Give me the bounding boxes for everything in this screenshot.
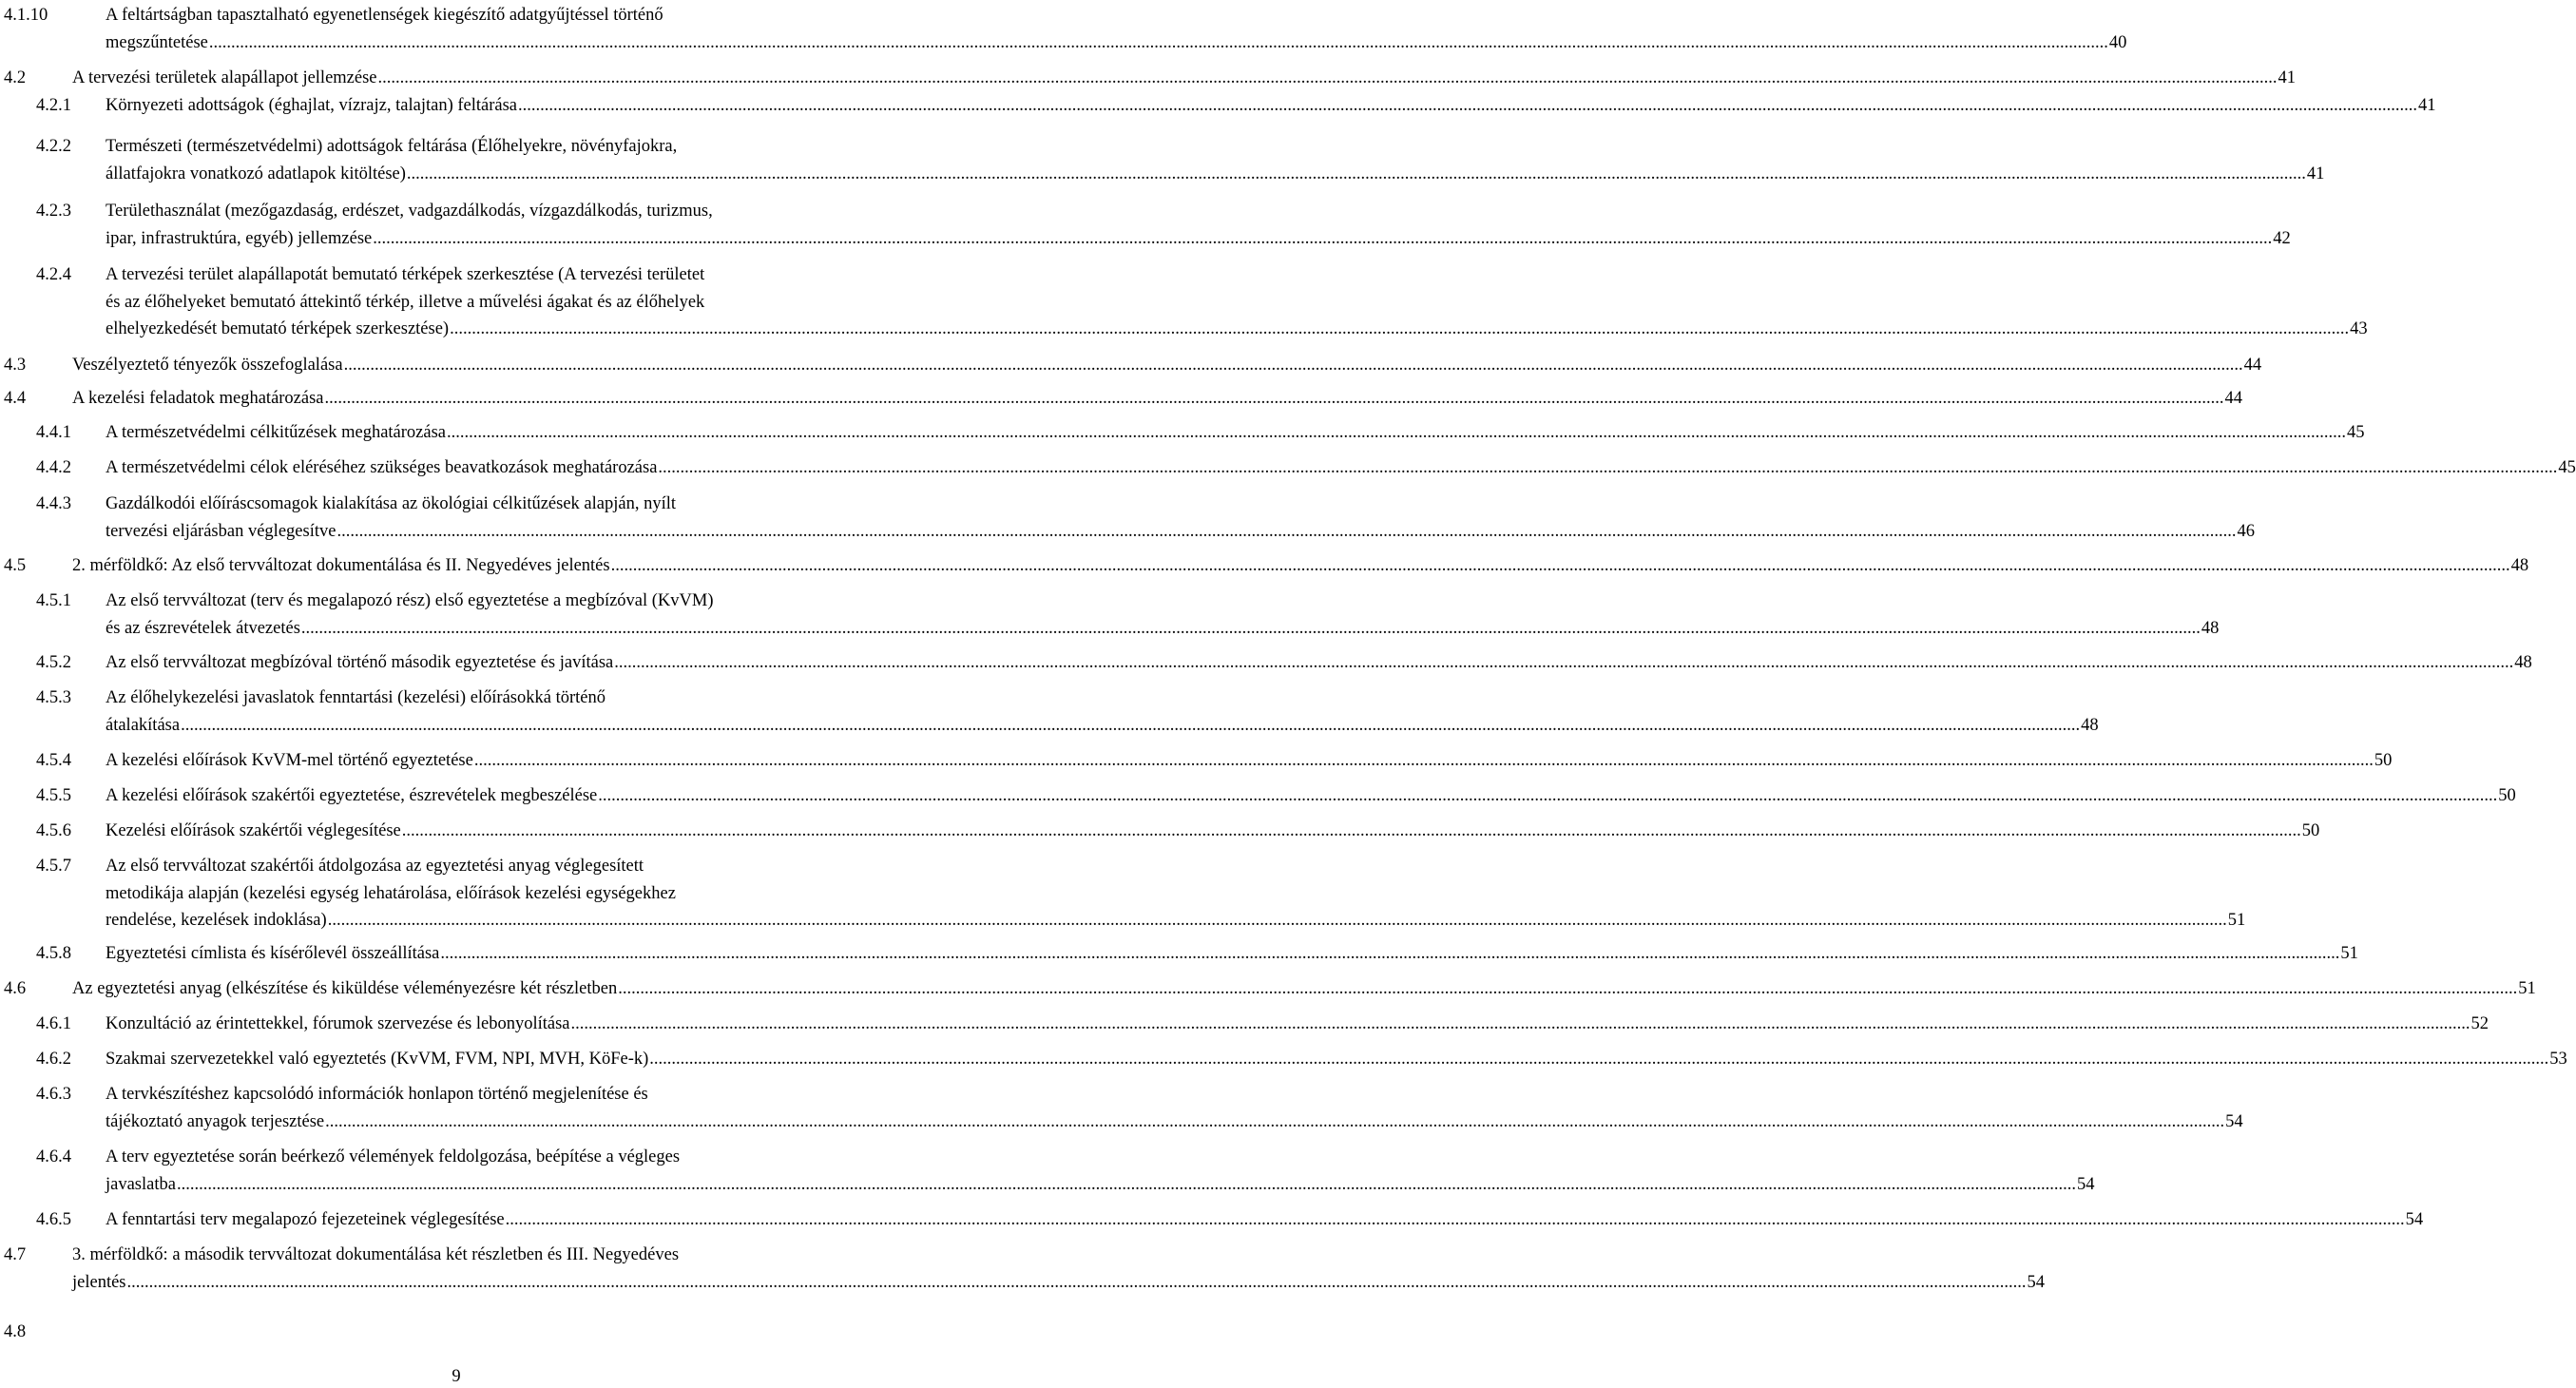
toc-entry-number: 4.4.2 xyxy=(36,458,71,477)
toc-entry-title-line: A kezelési feladatok meghatározása xyxy=(72,389,324,408)
toc-entry-number: 4.6 xyxy=(4,979,27,998)
toc-entry-title xyxy=(106,1081,2243,1135)
toc-entry-title-line: tervezési eljárásban véglegesítve xyxy=(106,521,336,541)
toc-entry-page: 45 xyxy=(2558,458,2576,477)
toc-entry-title-line: A tervkészítéshez kapcsolódó információk honlapon történő megjelenítése és xyxy=(106,1085,648,1104)
toc-entry-title-line: rendelése, kezelések indoklása) xyxy=(106,911,327,930)
toc-entry-title xyxy=(106,1206,2424,1234)
dot-leader xyxy=(598,782,2497,810)
toc-entry-title-line: metodikája alapján (kezelési egység lehatárolása, előírások kezelési egységekhez xyxy=(106,883,676,903)
dot-leader xyxy=(506,1206,2405,1234)
toc-entry-number: 4.5.8 xyxy=(36,944,71,963)
toc-entry-page: 48 xyxy=(2081,715,2099,735)
toc-entry-number: 4.6.1 xyxy=(36,1014,71,1033)
toc-entry-title-line: A fenntartási terv megalapozó fejezeteinek véglegesítése xyxy=(106,1210,505,1229)
toc-entry-title-line: Az élőhelykezelési javaslatok fenntartási (kezelési) előírásokká történő xyxy=(106,688,606,707)
dot-leader xyxy=(402,818,2301,845)
toc-entry-number: 4.8 xyxy=(4,1322,27,1341)
toc-entry-page: 48 xyxy=(2514,653,2532,672)
toc-entry-title xyxy=(106,419,2365,447)
toc-entry-title-line: tájékoztató anyagok terjesztése xyxy=(106,1111,325,1131)
toc-entry-title-line: 3. mérföldkő: a második tervváltozat dokumentálása két részletben és III. Negyedéves xyxy=(72,1245,680,1264)
toc-entry-page: 45 xyxy=(2347,423,2365,442)
toc-entry-title xyxy=(106,491,2255,545)
toc-entry-title xyxy=(72,385,2243,413)
toc-entry-title-line: Gazdálkodói előíráscsomagok kialakítása az ökológiai célkitűzések alapján, nyílt xyxy=(106,494,677,513)
toc-entry-title-line: átalakítása xyxy=(106,715,181,735)
toc-entry-title-line: A kezelési előírások KvVM-mel történő egyeztetése xyxy=(106,751,473,770)
toc-entry-title-line: Konzultáció az érintettekkel, fórumok szervezése és lebonyolítása xyxy=(106,1014,570,1033)
toc-entry-page: 44 xyxy=(2243,356,2262,375)
toc-entry-number: 4.2.2 xyxy=(36,137,71,156)
toc-entry-title xyxy=(106,853,2246,935)
dot-leader xyxy=(518,92,2417,120)
toc-entry-title-line: 2. mérföldkő: Az első tervváltozat dokumentálása és II. Negyedéves jelentés xyxy=(72,556,610,575)
toc-entry-title-line: elhelyezkedését bemutató térképek szerkesztése) xyxy=(106,319,450,338)
toc-entry-title xyxy=(106,261,2368,343)
toc-entry-title xyxy=(106,940,2358,968)
toc-entry-page: 41 xyxy=(2278,68,2297,87)
dot-leader xyxy=(378,65,2278,92)
dot-leader xyxy=(209,29,2108,57)
dot-leader xyxy=(325,1108,2224,1136)
toc-entry-page: 40 xyxy=(2108,32,2127,52)
toc-entry-title-line: A kezelési előírások szakértői egyeztetése, észrevételek megbeszélése xyxy=(106,786,598,805)
toc-entry-number: 4.3 xyxy=(4,356,27,375)
dot-leader xyxy=(658,454,2557,482)
toc-entry-title-line: A tervezési terület alapállapotát bemutató térképek szerkesztése (A tervezési területet xyxy=(106,265,705,284)
toc-entry-page: 50 xyxy=(2301,821,2320,840)
dot-leader xyxy=(177,1171,2076,1199)
toc-entry-number: 4.2.4 xyxy=(36,265,71,284)
toc-entry-title-line: javaslatba xyxy=(106,1174,176,1194)
dot-leader xyxy=(336,518,2236,546)
toc-entry-title-line: Környezeti adottságok (éghajlat, vízrajz, talajtan) feltárása xyxy=(106,96,517,115)
toc-entry-title-line: A tervezési területek alapállapot jellemzése xyxy=(72,68,377,87)
toc-entry-number: 4.1.10 xyxy=(4,6,48,25)
dot-leader xyxy=(474,747,2374,775)
toc-entry-title-line: Kezelési előírások szakértői véglegesítése xyxy=(106,821,401,840)
toc-entry-title xyxy=(72,975,2536,1003)
toc-entry-title xyxy=(106,2,2127,56)
toc-entry-number: 4.2 xyxy=(4,68,27,87)
toc-entry-title xyxy=(106,1011,2489,1038)
toc-entry-number: 4.2.3 xyxy=(36,202,71,221)
toc-entry-title-line: A természetvédelmi célkitűzések meghatározása xyxy=(106,423,447,442)
toc-entry-page: 48 xyxy=(2201,618,2220,638)
dot-leader xyxy=(301,615,2201,643)
toc-entry-title-line: Az első tervváltozat (terv és megalapozó rész) első egyeztetése a megbízóval (KvVM) xyxy=(106,591,714,610)
toc-entry-title-line: és az észrevételek átvezetés xyxy=(106,618,300,638)
toc-entry-number: 4.4 xyxy=(4,389,27,408)
dot-leader xyxy=(614,649,2513,677)
toc-entry-title-line: Természeti (természetvédelmi) adottságok feltárása (Élőhelyekre, növényfajokra, xyxy=(106,137,678,156)
toc-entry-title xyxy=(72,352,2262,379)
toc-entry-title-line: Szakmai szervezetekkel való egyeztetés (KvVM, FVM, NPI, MVH, KöFe-k) xyxy=(106,1050,649,1069)
toc-entry-title xyxy=(72,1242,2046,1296)
toc-entry-title-line: Az első tervváltozat megbízóval történő második egyeztetése és javítása xyxy=(106,653,614,672)
toc-entry-number: 4.5.5 xyxy=(36,786,71,805)
dot-leader xyxy=(373,225,2272,253)
toc-entry-title-line: Az első tervváltozat szakértői átdolgozása az egyeztetési anyag véglegesített xyxy=(106,857,644,876)
toc-entry-number: 4.4.1 xyxy=(36,423,71,442)
toc-entry-page: 54 xyxy=(2027,1272,2046,1292)
dot-leader xyxy=(407,161,2306,188)
toc-entry-page: 48 xyxy=(2510,556,2529,575)
dot-leader xyxy=(571,1011,2470,1038)
toc-entry-title xyxy=(72,552,2529,580)
toc-entry-number: 4.6.3 xyxy=(36,1085,71,1104)
toc-entry-page: 50 xyxy=(2374,751,2393,770)
toc-entry-title xyxy=(106,747,2393,775)
toc-entry-title-line: A feltártságban tapasztalható egyenetlenségek kiegészítő adatgyűjtéssel történő xyxy=(106,6,663,25)
toc-entry-page: 41 xyxy=(2418,96,2436,115)
dot-leader xyxy=(328,907,2227,935)
toc-entry-number: 4.7 xyxy=(4,1245,27,1264)
toc-entry-title xyxy=(106,1144,2095,1198)
toc-entry-page: 52 xyxy=(2470,1014,2489,1033)
dot-leader xyxy=(450,316,2349,343)
dot-leader xyxy=(344,352,2243,379)
dot-leader xyxy=(447,419,2346,447)
toc-entry-page: 44 xyxy=(2224,389,2243,408)
dot-leader xyxy=(181,712,2080,740)
toc-entry-page: 46 xyxy=(2237,521,2255,541)
toc-entry-page: 54 xyxy=(2405,1210,2424,1229)
toc-entry-title-line: és az élőhelyeket bemutató áttekintő térkép, illetve a művelési ágakat és az élőhelyek xyxy=(106,292,705,312)
toc-entry-number: 4.5 xyxy=(4,556,27,575)
toc-entry-title-line: A terv egyeztetése során beérkező vélemények feldolgozása, beépítése a végleges xyxy=(106,1147,681,1166)
toc-entry-title xyxy=(106,684,2099,739)
dot-leader xyxy=(649,1046,2548,1073)
toc-entry-number: 4.6.5 xyxy=(36,1210,71,1229)
toc-entry-number: 4.5.4 xyxy=(36,751,71,770)
dot-leader xyxy=(618,975,2517,1003)
toc-entry-number: 4.5.3 xyxy=(36,688,71,707)
toc-entry-title-line: megszűntetése xyxy=(106,32,208,52)
toc-entry-page: 41 xyxy=(2306,164,2325,183)
toc-entry-page: 54 xyxy=(2076,1174,2095,1194)
toc-entry-title-line: Az egyeztetési anyag (elkészítése és kiküldése véleményezésre két részletben xyxy=(72,979,618,998)
toc-entry-page: 54 xyxy=(2225,1111,2243,1131)
dot-leader xyxy=(127,1269,2027,1297)
toc-entry-title-line: Területhasználat (mezőgazdaság, erdészet, vadgazdálkodás, vízgazdálkodás, turizmus, xyxy=(106,202,713,221)
toc-entry-title xyxy=(106,198,2291,252)
page-number: 9 xyxy=(452,1367,461,1386)
dot-leader xyxy=(440,940,2339,968)
toc-entry-number: 4.6.2 xyxy=(36,1050,71,1069)
dot-leader xyxy=(325,385,2224,413)
toc-entry-title-line: A természetvédelmi célok eléréséhez szükséges beavatkozások meghatározása xyxy=(106,458,658,477)
toc-entry-number: 4.5.6 xyxy=(36,821,71,840)
toc-entry-title xyxy=(72,65,2297,92)
toc-entry-number: 4.5.1 xyxy=(36,591,71,610)
toc-entry-number: 4.4.3 xyxy=(36,494,71,513)
toc-entry-title-line: ipar, infrastruktúra, egyéb) jellemzése xyxy=(106,228,373,248)
toc-entry-page: 53 xyxy=(2549,1050,2567,1069)
toc-entry-title xyxy=(106,782,2516,810)
dot-leader xyxy=(611,552,2510,580)
toc-entry-number: 4.5.2 xyxy=(36,653,71,672)
toc-entry-page: 43 xyxy=(2350,319,2368,338)
toc-entry-title xyxy=(106,133,2325,187)
toc-entry-title xyxy=(106,1046,2567,1073)
toc-entry-page: 51 xyxy=(2227,911,2246,930)
toc-entry-number: 4.2.1 xyxy=(36,96,71,115)
toc-entry-page: 51 xyxy=(2340,944,2358,963)
toc-entry-number: 4.5.7 xyxy=(36,857,71,876)
toc-entry-title xyxy=(106,588,2220,642)
toc-entry-page: 51 xyxy=(2518,979,2536,998)
toc-entry-page: 50 xyxy=(2498,786,2516,805)
toc-entry-page: 42 xyxy=(2273,228,2291,248)
toc-entry-title-line: állatfajokra vonatkozó adatlapok kitöltése) xyxy=(106,164,406,183)
toc-entry-title-line: Veszélyeztető tényezők összefoglalása xyxy=(72,356,343,375)
toc-entry-title-line: Egyeztetési címlista és kísérőlevél összeállítása xyxy=(106,944,440,963)
toc-entry-number: 4.6.4 xyxy=(36,1147,71,1166)
toc-entry-title xyxy=(106,649,2532,677)
toc-entry-title-line: jelentés xyxy=(72,1272,126,1292)
toc-entry-title xyxy=(106,454,2576,482)
toc-entry-title xyxy=(106,818,2320,845)
toc-entry-title xyxy=(106,92,2436,120)
